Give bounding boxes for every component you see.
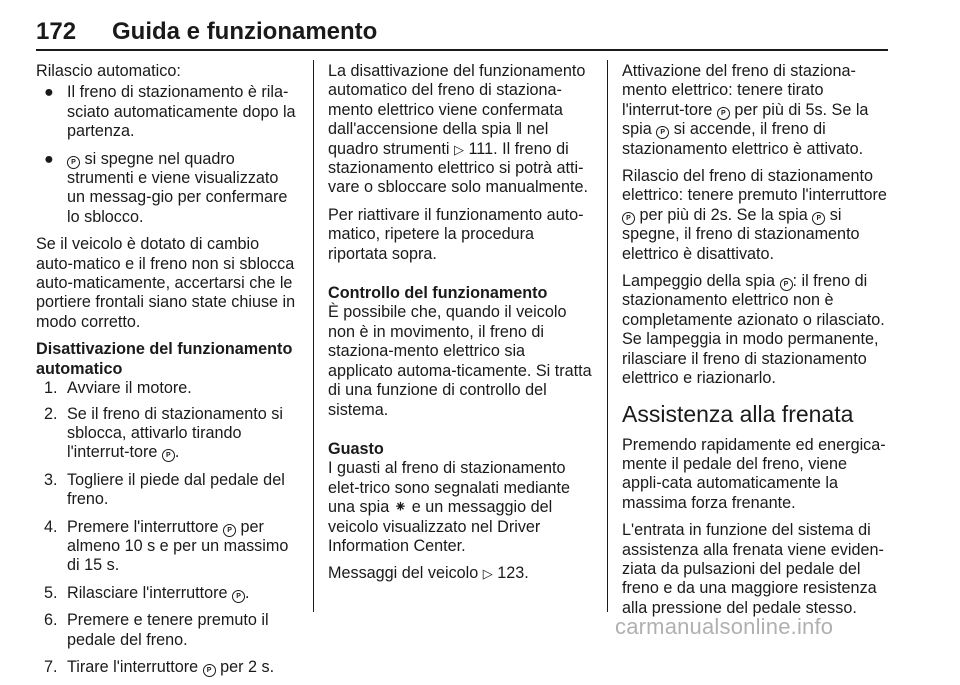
subheading: Controllo del funzionamento	[328, 284, 548, 303]
step-number: 6.	[44, 611, 58, 630]
step-text: per almeno 10 s e per un massimo di 15 s.	[67, 517, 289, 575]
step-text: Se il freno di stazionamento si sblocca, attivarlo tirando l'interrut-tore	[67, 404, 283, 462]
list-item	[36, 379, 298, 398]
paragraph: Rilascio automatico:	[36, 62, 181, 80]
column-1	[36, 62, 298, 685]
bullet-text: Il freno di stazionamento è rila-sciato automaticamente dopo la partenza.	[67, 83, 296, 141]
subheading: Guasto	[328, 439, 384, 458]
fault-light-icon: ⁕	[393, 498, 408, 517]
paragraph-text: nel quadro strumenti	[328, 120, 549, 158]
list-item: 5. Rilasciare l'interruttore P .	[44, 583, 250, 602]
paragraph: È possibile che, quando il veicolo non è in movimento, il freno di staziona-mento elettrico sia applicato automa-ticamente. Si tratta di una funzione di controllo del sistema.	[328, 303, 592, 419]
paragraph: Messaggi del veicolo ▷ 123.	[328, 564, 529, 583]
step-number: 2.	[44, 404, 58, 423]
paragraph-text: Messaggi del veicolo	[328, 564, 479, 583]
page-number: 172	[36, 18, 77, 45]
list-item: 2. Se il freno di stazionamento si sblocca, attivarlo tirando l'interrut-tore P .	[44, 404, 283, 462]
column-divider	[313, 60, 314, 612]
step-number: 4.	[44, 517, 58, 536]
paragraph	[328, 62, 592, 198]
page-ref-arrow-icon: ▷	[453, 141, 464, 157]
page-ref-number[interactable]: 111	[468, 139, 494, 158]
step-text: Premere l'interruttore	[67, 517, 219, 536]
parking-brake-icon: P	[162, 449, 175, 462]
header-rule	[36, 49, 888, 51]
step-number: 1.	[44, 379, 58, 398]
paragraph-text: I guasti al freno di stazionamento elet-trico sono segnalati mediante una spia	[328, 459, 571, 517]
parking-brake-icon: P	[656, 126, 669, 139]
parking-brake-icon: P	[780, 278, 793, 291]
parking-brake-icon: P	[223, 524, 236, 537]
paragraph-text: Lampeggio della spia	[622, 272, 775, 291]
paragraph-text: Rilascio del freno di stazionamento elettrico: tenere premuto l'interruttore	[622, 167, 887, 205]
list-item	[36, 83, 298, 141]
paragraph-text: si spegne, il freno di stazionamento elettrico è disattivato.	[622, 205, 860, 263]
warning-light-icon: ‖	[515, 120, 523, 139]
paragraph: Per riattivare il funzionamento auto-matico, ripetere la procedura riportata sopra.	[328, 205, 584, 263]
paragraph	[622, 62, 890, 159]
watermark: carmanualsonline.info	[615, 614, 834, 639]
page-title: Guida e funzionamento	[112, 18, 378, 45]
parking-brake-icon: P	[622, 212, 635, 225]
paragraph: L'entrata in funzione del sistema di assistenza alla frenata viene eviden-ziata da pulsazioni del pedale del freno e da una maggiore resistenza alla pressione del pedale stesso.	[622, 521, 884, 617]
paragraph-text: : il freno di stazionamento elettrico non è completamente azionato o rilasciato. Se lampeggia in modo permanente, rilasciare il freno di stazionamento elettrico e riazionarlo.	[622, 272, 885, 388]
page-ref-number[interactable]: 123	[497, 564, 525, 583]
list-item	[36, 518, 298, 576]
column-2	[328, 62, 592, 592]
paragraph-text: La disattivazione del funzionamento automatico del freno di staziona-mento elettrico viene confermata dall'accensione della spia	[328, 62, 586, 139]
paragraph: Premendo rapidamente ed energica-mente il pedale del freno, viene appli-cata automaticamente la massima forza frenante.	[622, 435, 886, 512]
column-divider	[607, 60, 608, 612]
step-text: Togliere il piede dal pedale del freno.	[67, 470, 285, 509]
parking-brake-icon: P	[717, 107, 730, 120]
step-text: Rilasciare l'interruttore	[67, 583, 228, 602]
parking-brake-icon: P	[67, 156, 80, 169]
paragraph-text: . Il freno di stazionamento elettrico si potrà atti-vare o sbloccare solo manualmente.	[328, 139, 589, 197]
list-item	[36, 611, 298, 650]
paragraph-text: Attivazione del freno di staziona-mento elettrico: tenere tirato l'interrut-tore	[622, 62, 856, 119]
subheading: Disattivazione del funzionamento automatico	[36, 340, 293, 378]
paragraph	[622, 167, 890, 264]
list-item	[36, 658, 298, 677]
parking-brake-icon: P	[203, 664, 216, 677]
paragraph-text: e un messaggio del veicolo visualizzato nel Driver Information Center.	[328, 498, 553, 555]
step-text: Premere e tenere premuto il pedale del freno.	[67, 611, 269, 649]
step-number: 3.	[44, 470, 58, 489]
list-item	[36, 150, 298, 228]
bullet-marker: ●	[44, 149, 54, 168]
page-header	[36, 18, 888, 50]
bullet-text: si spegne nel quadro strumenti e viene visualizzato un messag-gio per confermare lo sblocco.	[67, 149, 288, 226]
paragraph: Se il veicolo è dotato di cambio auto-matico e il freno non si sblocca auto-maticamente, accertarsi che le portiere frontali siano state chiuse in modo corretto.	[36, 235, 296, 331]
paragraph	[622, 272, 890, 388]
section-title: Assistenza alla frenata	[622, 400, 854, 427]
parking-brake-icon: P	[232, 590, 245, 603]
step-text: Tirare l'interruttore	[67, 657, 199, 676]
paragraph-text: per più di 2s. Se la spia	[639, 205, 808, 224]
step-number: 7.	[44, 657, 58, 676]
parking-brake-icon: P	[812, 212, 825, 225]
step-number: 5.	[44, 583, 58, 602]
bullet-marker: ●	[44, 83, 54, 102]
step-text: per 2 s.	[220, 657, 275, 676]
paragraph	[328, 459, 592, 556]
paragraph-text: per più di 5s. Se la spia	[622, 100, 869, 139]
list-item	[36, 471, 298, 510]
step-text: Avviare il motore.	[67, 379, 192, 398]
paragraph-text: si accende, il freno di stazionamento elettrico è attivato.	[622, 120, 864, 158]
page-ref-arrow-icon: ▷	[482, 566, 493, 582]
column-3	[622, 62, 890, 626]
